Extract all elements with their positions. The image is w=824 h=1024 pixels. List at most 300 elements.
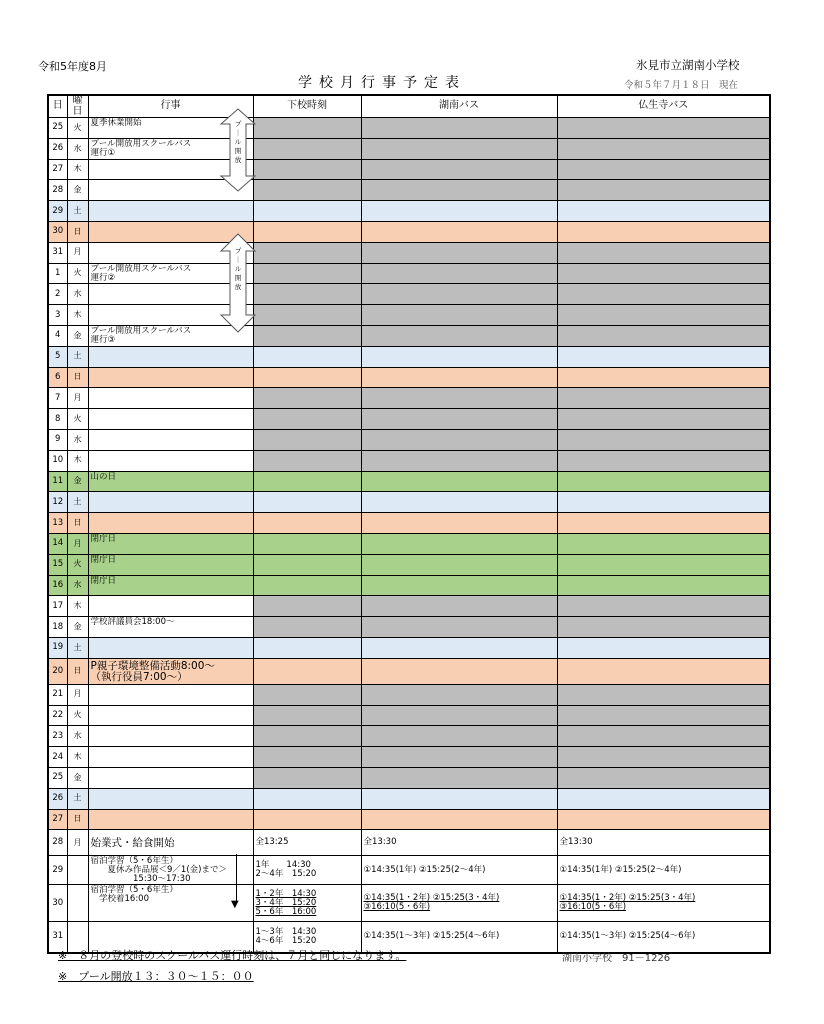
table-header-row xyxy=(48,95,770,118)
pool-period-arrow-2 xyxy=(219,233,257,333)
konan-bus-cell xyxy=(361,180,557,201)
event-text: 15:30～17:30 xyxy=(90,874,191,885)
day-cell: 16 xyxy=(48,575,67,596)
as-of-date: 令和５年７月１８日 現在 xyxy=(624,80,739,91)
day-cell: 29 xyxy=(48,201,67,222)
day-cell: 30 xyxy=(48,221,67,242)
day-cell: 1 xyxy=(48,263,67,284)
dismissal-cell xyxy=(253,284,361,305)
table-row xyxy=(48,346,770,367)
time-text: 1年 14:30 xyxy=(255,860,311,871)
day-cell: 29 xyxy=(48,856,67,885)
dismissal-cell xyxy=(253,767,361,788)
event-text: 閉庁日 xyxy=(90,554,117,565)
konan-bus-cell xyxy=(361,221,557,242)
time-text: 全13:25 xyxy=(255,837,289,848)
time-text: ①14:35(1～3年) ②15:25(4～6年) xyxy=(559,931,696,942)
konan-bus-cell xyxy=(361,492,557,513)
konan-bus-cell xyxy=(361,747,557,768)
weekday-cell: 水 xyxy=(67,138,88,159)
col-header-busshoji-bus: 仏生寺バス xyxy=(557,95,770,118)
weekday-cell: 月 xyxy=(67,533,88,554)
day-cell: 25 xyxy=(48,118,67,139)
konan-bus-cell xyxy=(361,242,557,263)
busshoji-bus-cell xyxy=(557,409,770,430)
konan-bus-cell xyxy=(361,471,557,492)
busshoji-bus-cell xyxy=(557,809,770,830)
busshoji-bus-cell xyxy=(557,637,770,658)
events-cell xyxy=(88,367,253,388)
table-row xyxy=(48,159,770,180)
day-cell: 31 xyxy=(48,242,67,263)
dismissal-cell xyxy=(253,305,361,326)
table-row xyxy=(48,471,770,492)
weekday-cell: 火 xyxy=(67,705,88,726)
weekday-cell: 木 xyxy=(67,159,88,180)
event-text: 閉庁日 xyxy=(90,533,117,544)
konan-bus-cell xyxy=(361,513,557,534)
event-text: 夏季休業開始 xyxy=(90,118,142,128)
table-row xyxy=(48,788,770,809)
exhibition-period-line xyxy=(236,854,237,902)
table-row xyxy=(48,367,770,388)
table-row xyxy=(48,554,770,575)
table-row xyxy=(48,726,770,747)
bus-note: ※ ８月の登校時のスクールバス運行時刻は、７月と同じになります。 xyxy=(58,949,407,962)
table-row xyxy=(48,767,770,788)
busshoji-bus-cell xyxy=(557,429,770,450)
col-header-day: 日 xyxy=(48,95,67,118)
event-text: プール開放用スクールバス xyxy=(90,263,192,274)
day-cell: 23 xyxy=(48,726,67,747)
konan-bus-cell xyxy=(361,637,557,658)
dismissal-cell xyxy=(253,705,361,726)
busshoji-bus-cell xyxy=(557,159,770,180)
weekday-cell: 火 xyxy=(67,118,88,139)
dismissal-cell xyxy=(253,471,361,492)
day-cell: 12 xyxy=(48,492,67,513)
table-row xyxy=(48,201,770,222)
konan-bus-cell xyxy=(361,596,557,617)
day-cell: 14 xyxy=(48,533,67,554)
pool-period-label-1: プ ｜ ル 開 放 xyxy=(234,120,242,164)
busshoji-bus-cell xyxy=(557,747,770,768)
weekday-cell: 日 xyxy=(67,513,88,534)
time-text: ①14:35(1年) ②15:25(2～4年) xyxy=(363,864,486,875)
dismissal-cell xyxy=(253,726,361,747)
day-cell: 30 xyxy=(48,885,67,922)
weekday-cell: 土 xyxy=(67,637,88,658)
weekday-cell: 金 xyxy=(67,180,88,201)
table-row xyxy=(48,409,770,430)
busshoji-bus-cell xyxy=(557,726,770,747)
time-text: 1～3年 14:30 xyxy=(255,926,317,937)
events-cell xyxy=(88,409,253,430)
day-cell: 20 xyxy=(48,658,67,684)
weekday-cell: 火 xyxy=(67,263,88,284)
konan-bus-cell xyxy=(361,885,557,922)
busshoji-bus-cell xyxy=(557,221,770,242)
weekday-cell: 火 xyxy=(67,554,88,575)
day-cell: 15 xyxy=(48,554,67,575)
konan-bus-cell xyxy=(361,367,557,388)
day-cell: 3 xyxy=(48,305,67,326)
table-row xyxy=(48,284,770,305)
day-cell: 9 xyxy=(48,429,67,450)
busshoji-bus-cell xyxy=(557,138,770,159)
day-cell: 7 xyxy=(48,388,67,409)
day-cell: 21 xyxy=(48,684,67,705)
konan-bus-cell xyxy=(361,767,557,788)
weekday-cell: 月 xyxy=(67,684,88,705)
konan-bus-cell xyxy=(361,533,557,554)
day-cell: 25 xyxy=(48,767,67,788)
events-cell xyxy=(88,684,253,705)
event-text: 学校着16:00 xyxy=(90,893,149,904)
day-cell: 8 xyxy=(48,409,67,430)
dismissal-cell xyxy=(253,575,361,596)
table-row xyxy=(48,388,770,409)
dismissal-cell xyxy=(253,809,361,830)
table-row xyxy=(48,856,770,885)
table-row xyxy=(48,325,770,346)
weekday-cell: 土 xyxy=(67,201,88,222)
konan-bus-cell xyxy=(361,617,557,638)
event-text: 運行① xyxy=(90,147,116,158)
time-text: 全13:30 xyxy=(363,837,397,848)
konan-bus-cell xyxy=(361,554,557,575)
konan-bus-cell xyxy=(361,305,557,326)
table-row xyxy=(48,617,770,638)
dismissal-cell xyxy=(253,788,361,809)
day-cell: 6 xyxy=(48,367,67,388)
day-cell: 2 xyxy=(48,284,67,305)
table-row xyxy=(48,596,770,617)
down-arrow-icon: ▼ xyxy=(231,899,239,910)
table-row xyxy=(48,221,770,242)
table-row xyxy=(48,885,770,922)
konan-bus-cell xyxy=(361,830,557,856)
event-text: P親子環境整備活動8:00～ xyxy=(90,659,215,672)
weekday-cell: 金 xyxy=(67,471,88,492)
konan-bus-cell xyxy=(361,575,557,596)
konan-bus-cell xyxy=(361,788,557,809)
events-cell xyxy=(88,471,253,492)
dismissal-cell xyxy=(253,429,361,450)
dismissal-cell xyxy=(253,492,361,513)
weekday-cell: 金 xyxy=(67,767,88,788)
col-header-events: 行事 xyxy=(88,95,253,118)
weekday-cell: 金 xyxy=(67,617,88,638)
pool-period-label-2: プ ｜ ル 開 放 xyxy=(234,247,242,291)
events-cell xyxy=(88,637,253,658)
weekday-cell: 日 xyxy=(67,367,88,388)
busshoji-bus-cell xyxy=(557,533,770,554)
weekday-cell: 月 xyxy=(67,830,88,856)
events-cell xyxy=(88,429,253,450)
busshoji-bus-cell xyxy=(557,617,770,638)
events-cell xyxy=(88,533,253,554)
weekday-cell: 木 xyxy=(67,305,88,326)
weekday-cell: 木 xyxy=(67,596,88,617)
pool-period-arrow-1 xyxy=(219,108,257,192)
dismissal-cell xyxy=(253,533,361,554)
dismissal-cell xyxy=(253,138,361,159)
weekday-cell xyxy=(67,856,88,885)
day-cell: 26 xyxy=(48,788,67,809)
busshoji-bus-cell xyxy=(557,684,770,705)
time-text: ①14:35(1年) ②15:25(2～4年) xyxy=(559,864,682,875)
day-cell: 13 xyxy=(48,513,67,534)
col-header-weekday: 曜日 xyxy=(67,95,88,118)
dismissal-cell xyxy=(253,346,361,367)
time-text: 2～4年 15:20 xyxy=(255,869,317,880)
events-cell xyxy=(88,809,253,830)
event-text: 宿泊学習（5・6年生） xyxy=(90,885,178,896)
dismissal-cell xyxy=(253,554,361,575)
weekday-cell: 日 xyxy=(67,221,88,242)
event-text: 夏休み作品展＜9／1(金)まで＞ xyxy=(90,865,227,876)
event-text: 宿泊学習（5・6年生） xyxy=(90,856,178,867)
weekday-cell: 土 xyxy=(67,788,88,809)
events-cell xyxy=(88,747,253,768)
day-cell: 5 xyxy=(48,346,67,367)
table-row xyxy=(48,830,770,856)
events-cell xyxy=(88,830,253,856)
fiscal-month-label: 令和5年度8月 xyxy=(38,60,107,73)
konan-bus-cell xyxy=(361,159,557,180)
dismissal-cell xyxy=(253,159,361,180)
events-cell xyxy=(88,726,253,747)
school-phone: 湖南小学校 91－1226 xyxy=(562,953,671,964)
weekday-cell: 日 xyxy=(67,658,88,684)
time-text: 全13:30 xyxy=(559,837,593,848)
table-row xyxy=(48,658,770,684)
weekday-cell: 水 xyxy=(67,575,88,596)
busshoji-bus-cell xyxy=(557,492,770,513)
schedule-table xyxy=(47,94,771,954)
dismissal-cell xyxy=(253,367,361,388)
weekday-cell: 土 xyxy=(67,346,88,367)
event-text: （執行役員7:00～） xyxy=(90,670,188,683)
busshoji-bus-cell xyxy=(557,118,770,139)
konan-bus-cell xyxy=(361,856,557,885)
events-cell xyxy=(88,617,253,638)
weekday-cell: 月 xyxy=(67,242,88,263)
busshoji-bus-cell xyxy=(557,830,770,856)
event-text: 閉庁日 xyxy=(90,575,117,586)
table-row xyxy=(48,492,770,513)
dismissal-cell xyxy=(253,885,361,922)
weekday-cell: 土 xyxy=(67,492,88,513)
dismissal-cell xyxy=(253,263,361,284)
day-cell: 19 xyxy=(48,637,67,658)
busshoji-bus-cell xyxy=(557,367,770,388)
konan-bus-cell xyxy=(361,705,557,726)
busshoji-bus-cell xyxy=(557,554,770,575)
dismissal-cell xyxy=(253,325,361,346)
konan-bus-cell xyxy=(361,658,557,684)
busshoji-bus-cell xyxy=(557,856,770,885)
weekday-cell: 木 xyxy=(67,450,88,471)
day-cell: 31 xyxy=(48,922,67,953)
busshoji-bus-cell xyxy=(557,242,770,263)
weekday-cell: 水 xyxy=(67,726,88,747)
table-row xyxy=(48,684,770,705)
busshoji-bus-cell xyxy=(557,575,770,596)
busshoji-bus-cell xyxy=(557,388,770,409)
busshoji-bus-cell xyxy=(557,284,770,305)
events-cell xyxy=(88,885,253,922)
table-row xyxy=(48,180,770,201)
day-cell: 17 xyxy=(48,596,67,617)
table-row xyxy=(48,450,770,471)
table-row xyxy=(48,305,770,326)
busshoji-bus-cell xyxy=(557,658,770,684)
event-text: 山の日 xyxy=(90,471,117,482)
time-text: ①14:35(1～3年) ②15:25(4～6年) xyxy=(363,931,500,942)
events-cell xyxy=(88,346,253,367)
events-cell xyxy=(88,388,253,409)
table-row xyxy=(48,575,770,596)
event-text: 運行② xyxy=(90,272,116,283)
busshoji-bus-cell xyxy=(557,263,770,284)
weekday-cell: 木 xyxy=(67,747,88,768)
table-row xyxy=(48,533,770,554)
events-cell xyxy=(88,492,253,513)
konan-bus-cell xyxy=(361,388,557,409)
events-cell xyxy=(88,513,253,534)
event-text: 始業式・給食開始 xyxy=(90,836,175,849)
table-row xyxy=(48,429,770,450)
time-text: ①14:35(1・2年) ②15:25(3・4年) xyxy=(363,893,500,904)
time-text: ③16:10(5・6年) xyxy=(363,902,431,913)
events-cell xyxy=(88,596,253,617)
busshoji-bus-cell xyxy=(557,201,770,222)
dismissal-cell xyxy=(253,201,361,222)
busshoji-bus-cell xyxy=(557,471,770,492)
table-row xyxy=(48,637,770,658)
busshoji-bus-cell xyxy=(557,705,770,726)
event-text: プール開放用スクールバス xyxy=(90,325,192,336)
dismissal-cell xyxy=(253,596,361,617)
konan-bus-cell xyxy=(361,284,557,305)
events-cell xyxy=(88,575,253,596)
day-cell: 22 xyxy=(48,705,67,726)
busshoji-bus-cell xyxy=(557,305,770,326)
table-row xyxy=(48,747,770,768)
day-cell: 24 xyxy=(48,747,67,768)
busshoji-bus-cell xyxy=(557,885,770,922)
weekday-cell: 月 xyxy=(67,388,88,409)
day-cell: 10 xyxy=(48,450,67,471)
table-row xyxy=(48,263,770,284)
dismissal-cell xyxy=(253,747,361,768)
events-cell xyxy=(88,554,253,575)
busshoji-bus-cell xyxy=(557,325,770,346)
busshoji-bus-cell xyxy=(557,922,770,953)
page-title: 学校月行事予定表 xyxy=(298,75,466,91)
time-text: 4～6年 15:20 xyxy=(255,935,317,946)
pool-hours-note: ※ プール開放１３：３０～１５：００ xyxy=(58,970,254,983)
weekday-cell: 金 xyxy=(67,325,88,346)
dismissal-cell xyxy=(253,221,361,242)
konan-bus-cell xyxy=(361,809,557,830)
konan-bus-cell xyxy=(361,450,557,471)
weekday-cell xyxy=(67,885,88,922)
dismissal-cell xyxy=(253,684,361,705)
event-text: 運行③ xyxy=(90,334,116,345)
konan-bus-cell xyxy=(361,325,557,346)
dismissal-cell xyxy=(253,450,361,471)
events-cell xyxy=(88,788,253,809)
dismissal-cell xyxy=(253,242,361,263)
day-cell: 11 xyxy=(48,471,67,492)
dismissal-cell xyxy=(253,180,361,201)
dismissal-cell xyxy=(253,513,361,534)
dismissal-cell xyxy=(253,617,361,638)
col-header-dismissal: 下校時刻 xyxy=(253,95,361,118)
events-cell xyxy=(88,658,253,684)
konan-bus-cell xyxy=(361,138,557,159)
events-cell xyxy=(88,767,253,788)
events-cell xyxy=(88,705,253,726)
dismissal-cell xyxy=(253,856,361,885)
table-row xyxy=(48,705,770,726)
konan-bus-cell xyxy=(361,346,557,367)
time-text: 1・2年 14:30 xyxy=(255,888,317,899)
busshoji-bus-cell xyxy=(557,767,770,788)
weekday-cell: 水 xyxy=(67,284,88,305)
busshoji-bus-cell xyxy=(557,346,770,367)
time-text: 3・4年 15:20 xyxy=(255,897,317,908)
dismissal-cell xyxy=(253,658,361,684)
dismissal-cell xyxy=(253,830,361,856)
busshoji-bus-cell xyxy=(557,596,770,617)
events-cell xyxy=(88,856,253,885)
konan-bus-cell xyxy=(361,726,557,747)
events-cell xyxy=(88,450,253,471)
event-text: プール開放用スクールバス xyxy=(90,138,192,149)
weekday-cell: 水 xyxy=(67,429,88,450)
busshoji-bus-cell xyxy=(557,180,770,201)
time-text: ③16:10(5・6年) xyxy=(559,902,627,913)
day-cell: 4 xyxy=(48,325,67,346)
weekday-cell: 火 xyxy=(67,409,88,430)
day-cell: 26 xyxy=(48,138,67,159)
day-cell: 27 xyxy=(48,159,67,180)
busshoji-bus-cell xyxy=(557,788,770,809)
day-cell: 27 xyxy=(48,809,67,830)
table-row xyxy=(48,138,770,159)
weekday-cell: 日 xyxy=(67,809,88,830)
konan-bus-cell xyxy=(361,201,557,222)
konan-bus-cell xyxy=(361,118,557,139)
table-row xyxy=(48,513,770,534)
dismissal-cell xyxy=(253,388,361,409)
day-cell: 28 xyxy=(48,830,67,856)
table-row xyxy=(48,242,770,263)
time-text: ①14:35(1・2年) ②15:25(3・4年) xyxy=(559,893,696,904)
events-cell xyxy=(88,201,253,222)
dismissal-cell xyxy=(253,118,361,139)
konan-bus-cell xyxy=(361,429,557,450)
konan-bus-cell xyxy=(361,409,557,430)
col-header-konan-bus: 湖南バス xyxy=(361,95,557,118)
school-name: 氷見市立湖南小学校 xyxy=(636,58,740,72)
day-cell: 18 xyxy=(48,617,67,638)
dismissal-cell xyxy=(253,637,361,658)
